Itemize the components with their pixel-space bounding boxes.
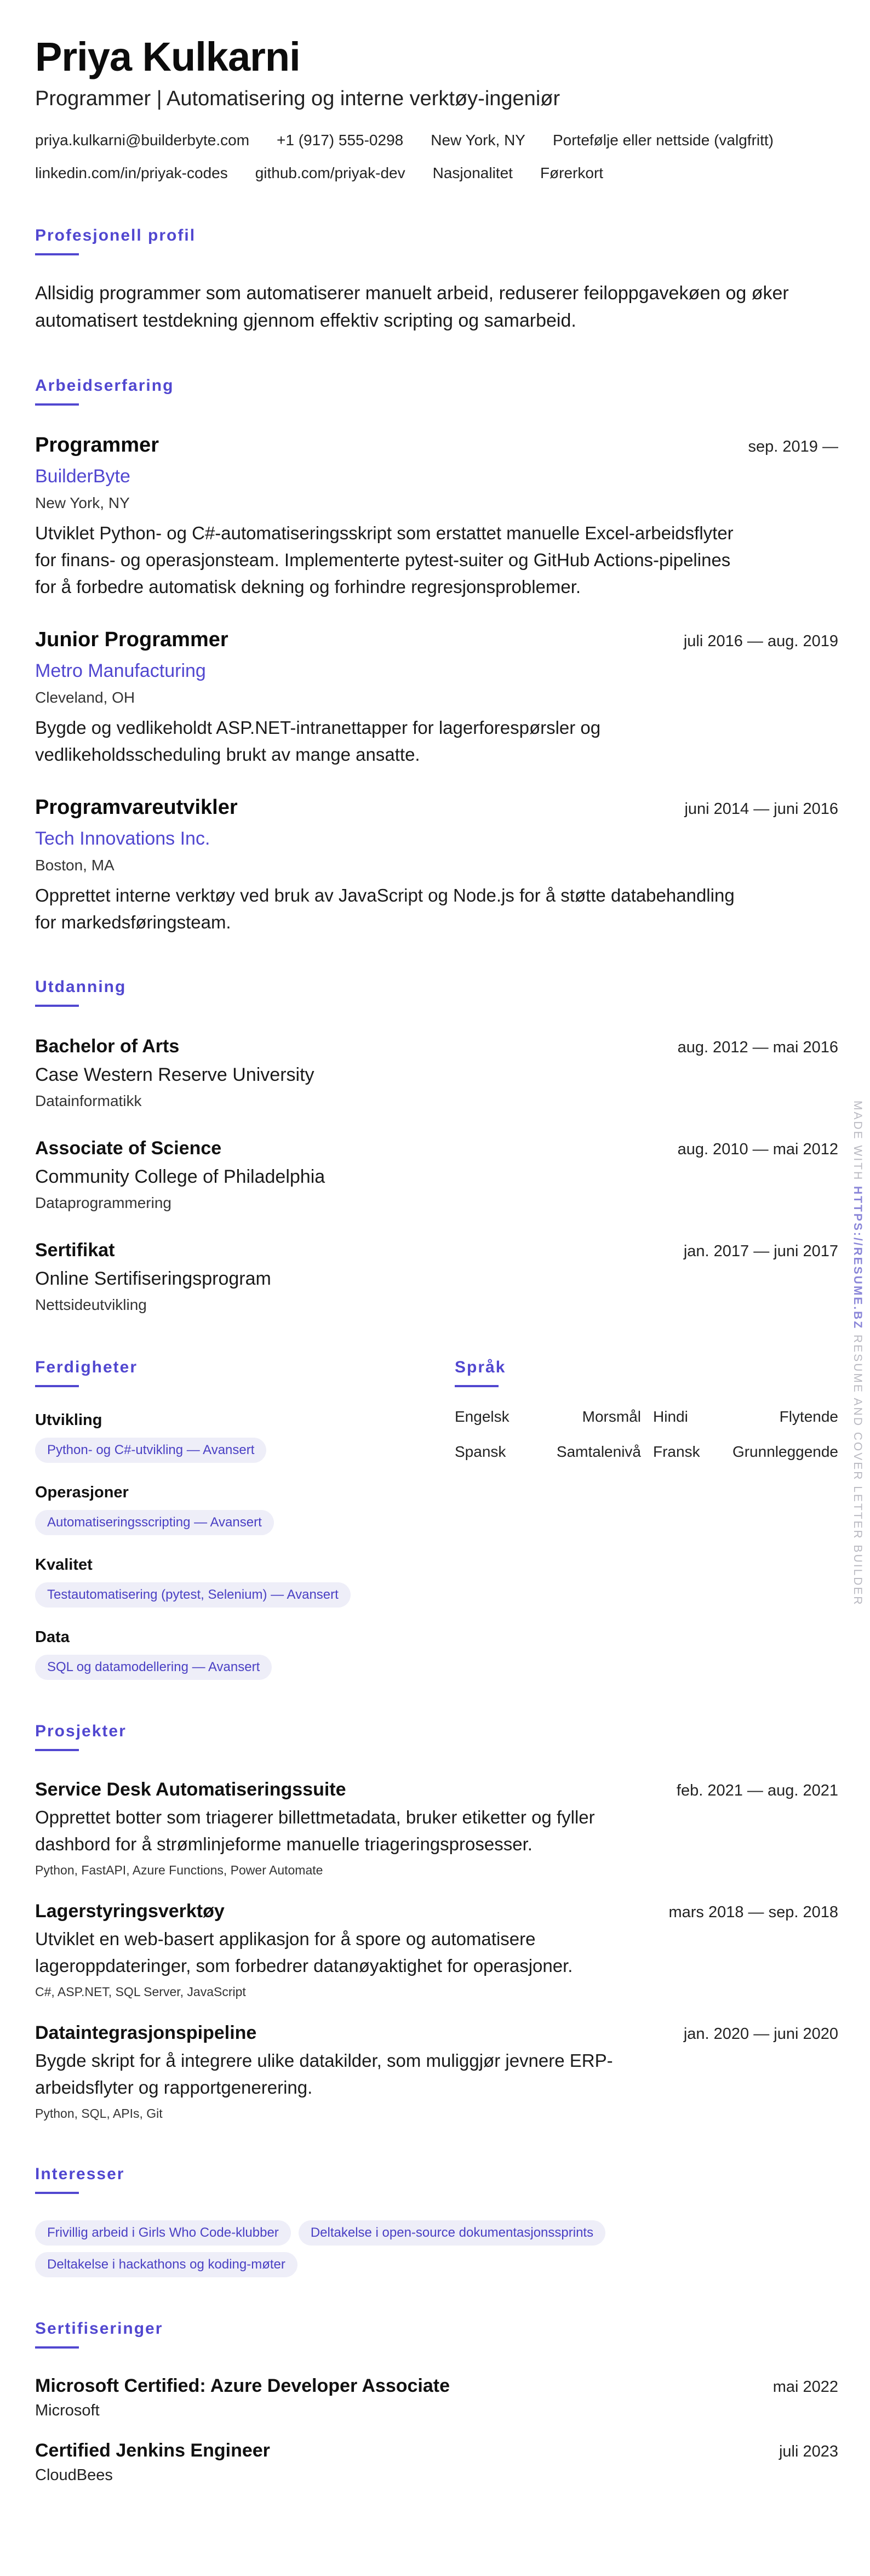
section-divider [35,1005,79,1007]
education-degree: Bachelor of Arts [35,1036,180,1057]
section-divider [455,1385,499,1387]
section-divider [35,1749,79,1751]
project-description: Opprettet botter som triagerer billettmetadata, bruker etiketter og fyller dashbord for å strømlinjeforme manuelle triageringsprosesser. [35,1807,595,1854]
certification-entry [35,2437,838,2487]
resume-page [35,33,838,2487]
project-name: Service Desk Automatiseringssuite [35,1779,346,1800]
contact-drivers-license: Førerkort [540,164,604,181]
language-name: Fransk [653,1443,700,1460]
education-entry [35,1237,838,1316]
education-field: Dataprogrammering [35,1194,171,1211]
languages-section [455,1357,838,1680]
made-with-suffix: RESUME AND COVER LETTER BUILDER [851,1330,864,1606]
profile-section [35,225,838,334]
section-divider [35,2346,79,2349]
experience-section [35,375,838,936]
job-date: juni 2014 — juni 2016 [684,800,838,818]
job-date: juli 2016 — aug. 2019 [683,632,838,650]
skill-chip: Automatiseringsscripting — Avansert [35,1510,274,1535]
education-section [35,976,838,1316]
project-date: feb. 2021 — aug. 2021 [676,1782,838,1799]
job-entry [35,431,838,600]
skill-category: Utvikling [35,1411,102,1429]
section-title-projects: Prosjekter [35,1722,127,1740]
project-tech: C#, ASP.NET, SQL Server, JavaScript [35,1985,246,1999]
interest-chip: Deltakelse i open-source dokumentasjonssprints [299,2220,605,2246]
made-with-note [850,1101,865,1606]
section-divider [35,253,79,255]
education-degree: Associate of Science [35,1138,222,1159]
job-location: Cleveland, OH [35,689,135,706]
project-entry [35,1776,838,1879]
section-title-certifications: Sertifiseringer [35,2319,163,2338]
contact-row-2 [35,162,838,184]
job-entry [35,793,838,936]
language-level: Samtalenivå [556,1443,641,1460]
made-with-prefix: MADE WITH [851,1101,864,1186]
contact-email[interactable]: priya.kulkarni@builderbyte.com [35,132,250,149]
section-divider [35,2192,79,2194]
project-date: jan. 2020 — juni 2020 [683,2025,838,2043]
resume-header [35,33,838,184]
section-title-experience: Arbeidserfaring [35,377,174,395]
job-title: Junior Programmer [35,628,228,651]
section-title-interests: Interesser [35,2165,125,2183]
education-date: aug. 2010 — mai 2012 [677,1141,838,1158]
project-description: Utviklet en web-basert applikasjon for å spore og automatisere lageroppdateringer, som forbedrer datanøyaktighet for operasjoner. [35,1929,573,1976]
certification-issuer: CloudBees [35,2466,113,2484]
education-school: Case Western Reserve University [35,1064,314,1085]
contact-nationality: Nasjonalitet [432,164,513,181]
contact-linkedin[interactable]: linkedin.com/in/priyak-codes [35,164,228,181]
candidate-name: Priya Kulkarni [35,34,300,79]
contact-phone[interactable]: +1 (917) 555-0298 [277,132,404,149]
skill-category: Data [35,1628,70,1646]
education-date: aug. 2012 — mai 2016 [677,1039,838,1056]
language-name: Engelsk [455,1408,510,1425]
job-description: Utviklet Python- og C#-automatiseringsskript som erstattet manuelle Excel-arbeidsflyter for finans- og operasjonsteam. Implementerte pytest-suiter og GitHub Actions-pipelines for å forbedre automatisk dekning og forhindre regresjonsproblemer. [35,523,734,597]
project-date: mars 2018 — sep. 2018 [668,1903,838,1921]
job-entry [35,625,838,768]
project-tech: Python, SQL, APIs, Git [35,2106,163,2121]
candidate-headline: Programmer | Automatisering og interne verktøy-ingeniør [35,87,560,110]
job-description: Bygde og vedlikeholdt ASP.NET-intranettapper for lagerforespørsler og vedlikeholdsscheduling brukt av mange ansatte. [35,717,601,765]
interests-list [35,2214,692,2277]
job-company: BuilderByte [35,466,130,487]
project-name: Dataintegrasjonspipeline [35,2022,257,2043]
education-entry [35,1135,838,1214]
education-entry [35,1033,838,1112]
section-divider [35,403,79,406]
job-location: Boston, MA [35,857,115,874]
interest-chip: Frivillig arbeid i Girls Who Code-klubber [35,2220,291,2246]
language-name: Spansk [455,1443,506,1460]
job-location: New York, NY [35,494,130,511]
skill-chip: SQL og datamodellering — Avansert [35,1655,272,1680]
job-title: Programmer [35,434,159,457]
skill-category: Kvalitet [35,1556,93,1574]
certification-entry [35,2373,838,2422]
certification-date: mai 2022 [772,2378,838,2396]
job-date: sep. 2019 — [748,438,838,455]
project-entry [35,1898,838,2001]
section-divider [35,1385,79,1387]
job-title: Programvareutvikler [35,796,238,819]
contact-github[interactable]: github.com/priyak-dev [255,164,405,181]
skill-chip: Python- og C#-utvikling — Avansert [35,1438,266,1463]
section-title-skills: Ferdigheter [35,1358,138,1376]
contact-location: New York, NY [431,132,525,149]
language-level: Morsmål [582,1408,641,1425]
education-field: Datainformatikk [35,1092,142,1109]
job-company: Tech Innovations Inc. [35,828,210,849]
contact-row-1 [35,129,838,151]
language-level: Grunnleggende [732,1443,838,1460]
interests-section [35,2163,838,2277]
job-company: Metro Manufacturing [35,660,206,681]
language-name: Hindi [653,1408,688,1425]
certification-issuer: Microsoft [35,2402,100,2419]
certification-name: Microsoft Certified: Azure Developer Associate [35,2375,450,2396]
skill-chip: Testautomatisering (pytest, Selenium) — Avansert [35,1582,351,1608]
project-tech: Python, FastAPI, Azure Functions, Power Automate [35,1863,323,1877]
section-title-education: Utdanning [35,978,127,996]
certification-name: Certified Jenkins Engineer [35,2440,270,2461]
projects-section [35,1720,838,2123]
profile-summary: Allsidig programmer som automatiserer manuelt arbeid, reduserer feiloppgavekøen og øker automatisert testdekning gjennom effektiv scripting og samarbeid. [35,283,789,331]
education-school: Community College of Philadelphia [35,1166,325,1187]
language-level: Flytende [779,1408,838,1425]
resume-builder-link[interactable]: HTTPS://RESUME.BZ [851,1186,864,1330]
education-field: Nettsideutvikling [35,1296,147,1313]
certifications-section [35,2318,838,2487]
job-description: Opprettet interne verktøy ved bruk av JavaScript og Node.js for å støtte databehandling for markedsføringsteam. [35,885,735,932]
education-date: jan. 2017 — juni 2017 [683,1243,838,1260]
section-title-profile: Profesjonell profil [35,226,196,244]
skills-section [35,1357,455,1680]
project-name: Lagerstyringsverktøy [35,1901,225,1922]
skill-category: Operasjoner [35,1484,129,1501]
languages-grid [455,1406,838,1463]
education-school: Online Sertifiseringsprogram [35,1268,271,1289]
interest-chip: Deltakelse i hackathons og koding-møter [35,2252,297,2277]
certification-date: juli 2023 [779,2443,838,2460]
project-description: Bygde skript for å integrere ulike datakilder, som muliggjør jevnere ERP-arbeidsflyter og rapportgenerering. [35,2050,613,2098]
education-degree: Sertifikat [35,1240,115,1261]
skills-languages-row [35,1357,838,1680]
contact-portfolio[interactable]: Portefølje eller nettside (valgfritt) [552,132,774,149]
section-title-languages: Språk [455,1358,506,1376]
project-entry [35,2020,838,2123]
